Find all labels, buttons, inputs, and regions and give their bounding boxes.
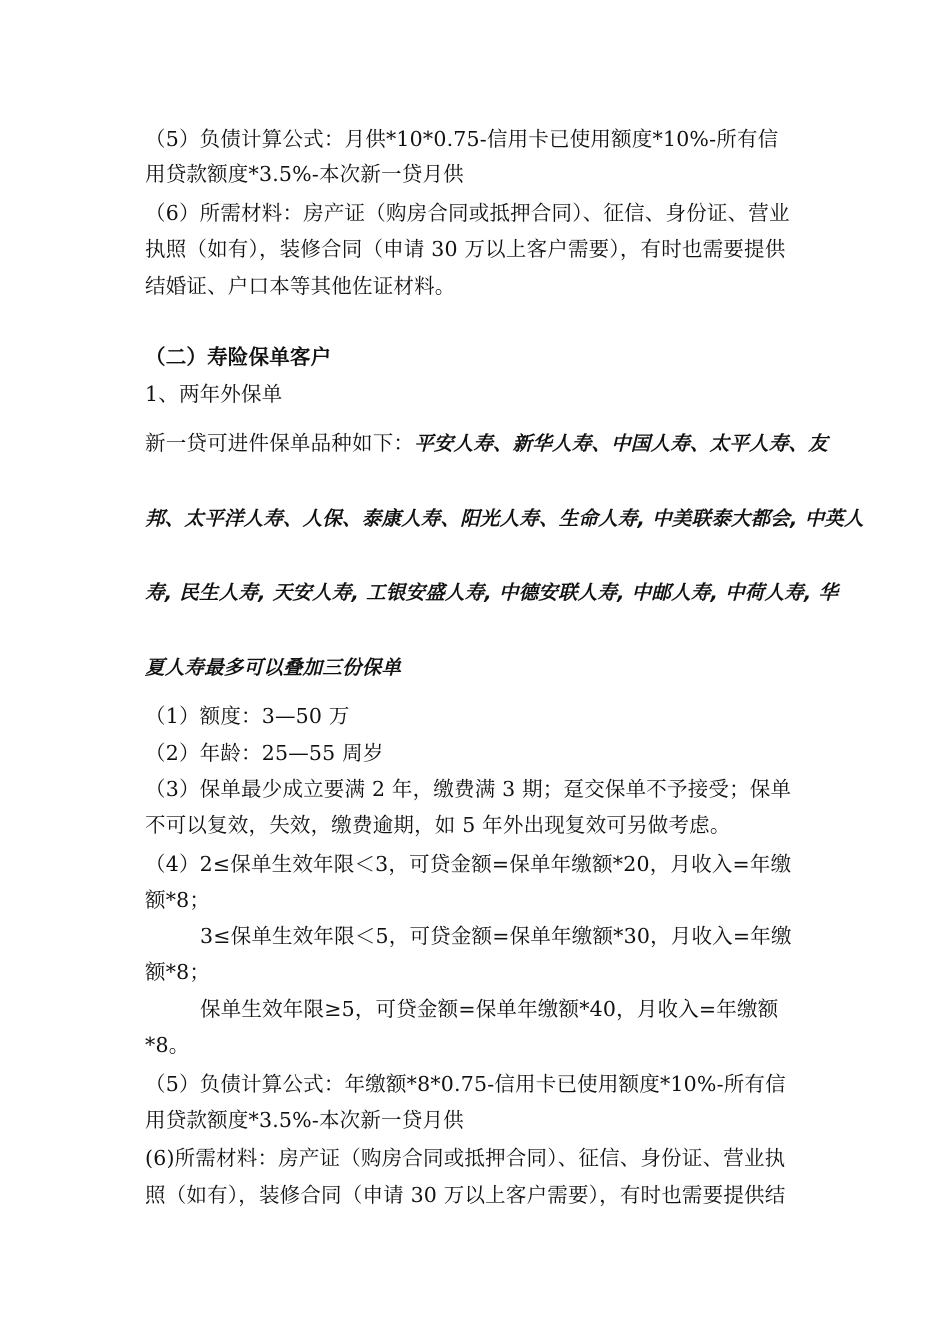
item-materials-1: (6)所需材料：房产证（购房合同或抵押合同）、征信、身份证、营业执	[145, 1146, 786, 1170]
materials-line-2: 执照（如有），装修合同（申请 30 万以上客户需要），有时也需要提供	[145, 237, 786, 261]
item-debt-formula-2: 用贷款额度*3.5%-本次新一贷月供	[145, 1108, 464, 1132]
item-loan-rule-6: *8。	[145, 1033, 190, 1057]
insurer-list-line-4: 夏人寿最多可以叠加三份保单	[145, 656, 402, 679]
item-loan-rule-1: （4）2≤保单生效年限＜3，可贷金额=保单年缴额*20，月收入=年缴	[145, 852, 792, 876]
debt-formula-line-2: 用贷款额度*3.5%-本次新一贷月供	[145, 162, 464, 186]
item-policy-term-1: （3）保单最少成立要满 2 年，缴费满 3 期；趸交保单不予接受；保单	[145, 777, 792, 801]
debt-formula-line-1: （5）负债计算公式：月供*10*0.75-信用卡已使用额度*10%-所有信	[145, 127, 779, 151]
item-loan-rule-2: 额*8；	[145, 888, 211, 912]
item-materials-2: 照（如有），装修合同（申请 30 万以上客户需要），有时也需要提供结	[145, 1183, 786, 1207]
item-loan-rule-5: 保单生效年限≥5，可贷金额=保单年缴额*40，月收入=年缴额	[200, 997, 779, 1021]
insurer-intro: 新一贷可进件保单品种如下：	[145, 431, 415, 455]
insurer-names-1: 平安人寿、新华人寿、中国人寿、太平人寿、友	[414, 432, 828, 455]
subsection-title: 1、两年外保单	[145, 382, 283, 406]
insurer-list-line-1	[145, 430, 828, 457]
materials-line-3: 结婚证、户口本等其他佐证材料。	[145, 274, 456, 298]
materials-line-1: （6）所需材料：房产证（购房合同或抵押合同）、征信、身份证、营业	[145, 201, 790, 225]
insurer-list-line-2: 邦、太平洋人寿、人保、泰康人寿、阳光人寿、生命人寿, 中美联泰大都会, 中英人	[145, 507, 864, 530]
insurer-list-line-3: 寿, 民生人寿, 天安人寿, 工银安盛人寿, 中德安联人寿, 中邮人寿, 中荷人寿, 华	[145, 581, 839, 604]
item-loan-rule-4: 额*8；	[145, 960, 211, 984]
item-age: （2）年龄：25—55 周岁	[145, 741, 384, 765]
item-amount: （1）额度：3—50 万	[145, 704, 350, 728]
section-heading: （二）寿险保单客户	[145, 345, 332, 369]
item-policy-term-2: 不可以复效，失效，缴费逾期，如 5 年外出现复效可另做考虑。	[145, 813, 731, 837]
item-loan-rule-3: 3≤保单生效年限＜5，可贷金额=保单年缴额*30，月收入=年缴	[200, 924, 792, 948]
item-debt-formula-1: （5）负债计算公式：年缴额*8*0.75-信用卡已使用额度*10%-所有信	[145, 1072, 786, 1096]
